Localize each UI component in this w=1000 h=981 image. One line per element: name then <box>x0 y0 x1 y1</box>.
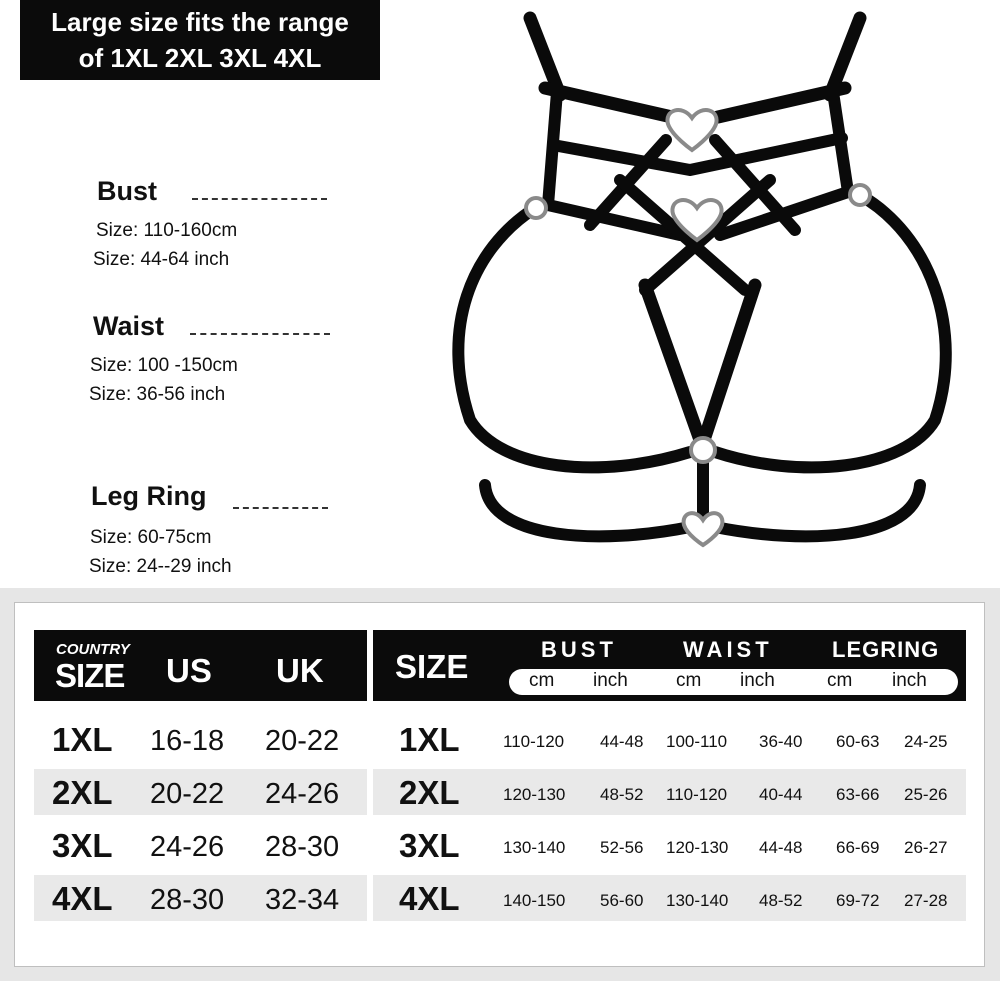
banner-line-2: of 1XL 2XL 3XL 4XL <box>78 43 322 73</box>
row-legring-cm: 60-63 <box>836 732 880 751</box>
bust-size-inch: Size: 44-64 inch <box>93 249 230 270</box>
row-bust-cm: 120-130 <box>503 785 566 804</box>
harness-product-image <box>440 10 960 570</box>
unit-cm-bust: cm <box>529 670 555 691</box>
row-uk: 28-30 <box>265 831 340 863</box>
row-waist-cm: 130-140 <box>666 891 729 910</box>
waist-dash-line <box>190 333 330 335</box>
bust-group-header: BUST <box>541 637 617 662</box>
waist-size-cm: Size: 100 -150cm <box>90 355 238 376</box>
row-waist-inch: 40-44 <box>759 785 803 804</box>
row-waist-cm: 110-120 <box>666 785 728 804</box>
row-uk: 32-34 <box>265 884 340 916</box>
row-legring-inch: 25-26 <box>904 785 948 804</box>
waist-size-inch: Size: 36-56 inch <box>89 384 226 405</box>
waist-group-header: WAIST <box>683 637 773 662</box>
row-legring-cm: 66-69 <box>836 838 880 857</box>
unit-cm-legring: cm <box>827 670 853 691</box>
row-size-2: 2XL <box>399 774 460 811</box>
row-size: 2XL <box>52 774 113 811</box>
row-bust-inch: 52-56 <box>600 838 644 857</box>
row-bust-inch: 44-48 <box>600 732 644 751</box>
bust-size-cm: Size: 110-160cm <box>96 220 238 241</box>
row-legring-cm: 69-72 <box>836 891 880 910</box>
row-waist-inch: 44-48 <box>759 838 803 857</box>
row-bust-inch: 56-60 <box>600 891 644 910</box>
size-chart-section <box>0 588 1000 981</box>
row-waist-inch: 36-40 <box>759 732 803 751</box>
us-header: US <box>166 652 212 689</box>
measurement-header <box>373 630 966 701</box>
size-range-banner <box>20 0 380 80</box>
row-size-2: 1XL <box>399 721 460 758</box>
size-label: SIZE <box>55 657 125 694</box>
row-waist-cm: 100-110 <box>666 732 728 751</box>
waist-title: Waist <box>93 311 165 341</box>
leg-ring-dash-line <box>233 507 328 509</box>
row-us: 20-22 <box>150 778 225 810</box>
row-size: 3XL <box>52 827 113 864</box>
banner-line-1: Large size fits the range <box>51 7 349 37</box>
bust-dash-line <box>192 198 327 200</box>
leg-ring-size-inch: Size: 24--29 inch <box>89 556 232 577</box>
row-legring-inch: 26-27 <box>904 838 948 857</box>
leg-ring-size-cm: Size: 60-75cm <box>90 527 212 548</box>
row-size: 1XL <box>52 721 113 758</box>
unit-inch-bust: inch <box>593 670 628 691</box>
row-legring-inch: 27-28 <box>904 891 948 910</box>
country-size-header <box>34 630 367 701</box>
row-bust-cm: 110-120 <box>503 732 565 751</box>
row-uk: 20-22 <box>265 725 340 757</box>
size-chart-frame <box>14 602 985 967</box>
size-header: SIZE <box>395 648 469 685</box>
unit-pill <box>509 669 958 695</box>
country-label: COUNTRY <box>56 641 130 658</box>
unit-cm-waist: cm <box>676 670 702 691</box>
leg-ring-title: Leg Ring <box>91 481 207 511</box>
bust-title: Bust <box>97 176 157 206</box>
row-bust-cm: 140-150 <box>503 891 566 910</box>
row-waist-inch: 48-52 <box>759 891 803 910</box>
row-size-2: 4XL <box>399 880 460 917</box>
unit-inch-legring: inch <box>892 670 927 691</box>
unit-inch-waist: inch <box>740 670 775 691</box>
row-waist-cm: 120-130 <box>666 838 729 857</box>
legring-group-header: LEGRING <box>832 637 940 662</box>
row-legring-cm: 63-66 <box>836 785 880 804</box>
row-us: 24-26 <box>150 831 225 863</box>
row-us: 16-18 <box>150 725 225 757</box>
row-uk: 24-26 <box>265 778 340 810</box>
row-us: 28-30 <box>150 884 225 916</box>
row-legring-inch: 24-25 <box>904 732 948 751</box>
row-bust-inch: 48-52 <box>600 785 644 804</box>
row-size: 4XL <box>52 880 113 917</box>
uk-header: UK <box>276 652 324 689</box>
row-size-2: 3XL <box>399 827 460 864</box>
row-bust-cm: 130-140 <box>503 838 566 857</box>
